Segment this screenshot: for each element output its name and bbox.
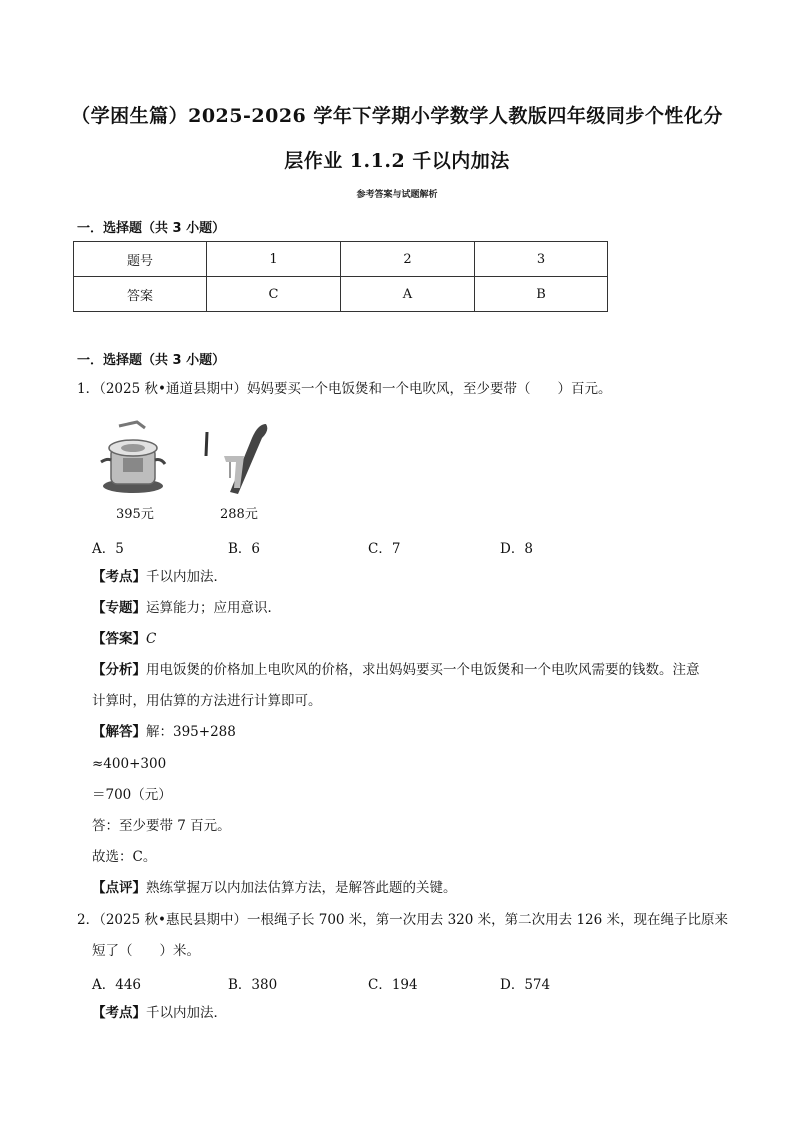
q2-kaodian-tag: 【考点】	[92, 1005, 146, 1021]
answer-cell: A	[341, 277, 475, 312]
answer-cell: B	[475, 277, 608, 312]
q2-option-b: B．380	[228, 977, 278, 993]
daan-tag: 【答案】	[92, 631, 146, 647]
daan-line	[92, 630, 156, 648]
section-heading-choice-detail: 一．选择题（共 3 小题）	[77, 353, 226, 368]
jieda-line-4: 答：至少要带 7 百元。	[92, 818, 231, 834]
question-number-cell: 2	[341, 242, 475, 277]
option-c: C．7	[368, 541, 401, 557]
fenxi-line-2: 计算时，用估算的方法进行计算即可。	[92, 693, 322, 709]
option-d: D．8	[500, 541, 533, 557]
question-1-stem: 1．（2025 秋•通道县期中）妈妈要买一个电饭煲和一个电吹风，至少要带（ ）百元。	[77, 381, 612, 397]
row-label-answer: 答案	[74, 277, 207, 312]
question-number-cell: 1	[207, 242, 341, 277]
q2-kaodian-text: 千以内加法．	[146, 1005, 227, 1021]
zhuanti-tag: 【专题】	[92, 600, 146, 616]
jieda-line-2: ≈400+300	[92, 756, 167, 772]
hair-dryer-price: 288元	[220, 507, 258, 522]
option-a: A．5	[92, 541, 124, 557]
document-title-line-2: 层作业 1.1.2 千以内加法	[284, 150, 510, 172]
q2-option-a: A．446	[92, 977, 142, 993]
fenxi-line-1	[92, 661, 700, 679]
document-title-line-1: （学困生篇）2025-2026 学年下学期小学数学人教版四年级同步个性化分	[71, 105, 723, 127]
zhuanti-text: 运算能力；应用意识．	[146, 600, 281, 616]
dianping-line	[92, 879, 457, 897]
hair-dryer-image	[200, 418, 272, 496]
question-number-cell: 3	[475, 242, 608, 277]
row-label-number: 题号	[74, 242, 207, 277]
question-2-stem-line-1: 2．（2025 秋•惠民县期中）一根绳子长 700 米，第一次用去 320 米，第二次用去 126 米，现在绳子比原来	[77, 912, 728, 928]
q2-option-d: D．574	[500, 977, 551, 993]
jieda-line-3: ＝700（元）	[92, 787, 172, 803]
document-subtitle: 参考答案与试题解析	[356, 190, 438, 200]
dianping-tag: 【点评】	[92, 880, 146, 896]
kaodian-text: 千以内加法．	[146, 569, 227, 585]
fenxi-tag: 【分析】	[92, 662, 146, 678]
jieda-tag: 【解答】	[92, 724, 146, 740]
jieda-text-1: 解：395+288	[146, 724, 236, 740]
zhuanti-line	[92, 599, 281, 617]
section-heading-choice: 一．选择题（共 3 小题）	[77, 221, 226, 236]
fenxi-text-1: 用电饭煲的价格加上电吹风的价格，求出妈妈要买一个电饭煲和一个电吹风需要的钱数。注意	[146, 662, 700, 678]
kaodian-tag: 【考点】	[92, 569, 146, 585]
jieda-line-1	[92, 723, 236, 741]
q2-option-c: C．194	[368, 977, 418, 993]
q2-kaodian-line	[92, 1004, 227, 1022]
question-2-stem-line-2: 短了（ ）米。	[92, 943, 200, 959]
kaodian-line	[92, 568, 227, 586]
rice-cooker-image	[97, 418, 167, 496]
answer-cell: C	[207, 277, 341, 312]
table-row	[74, 277, 608, 312]
table-row	[74, 242, 608, 277]
rice-cooker-price: 395元	[116, 507, 154, 522]
answer-table	[73, 241, 608, 312]
dianping-text: 熟练掌握万以内加法估算方法，是解答此题的关键。	[146, 880, 457, 896]
option-b: B．6	[228, 541, 261, 557]
jieda-line-5: 故选：C。	[92, 849, 157, 865]
daan-text: C	[146, 631, 157, 647]
